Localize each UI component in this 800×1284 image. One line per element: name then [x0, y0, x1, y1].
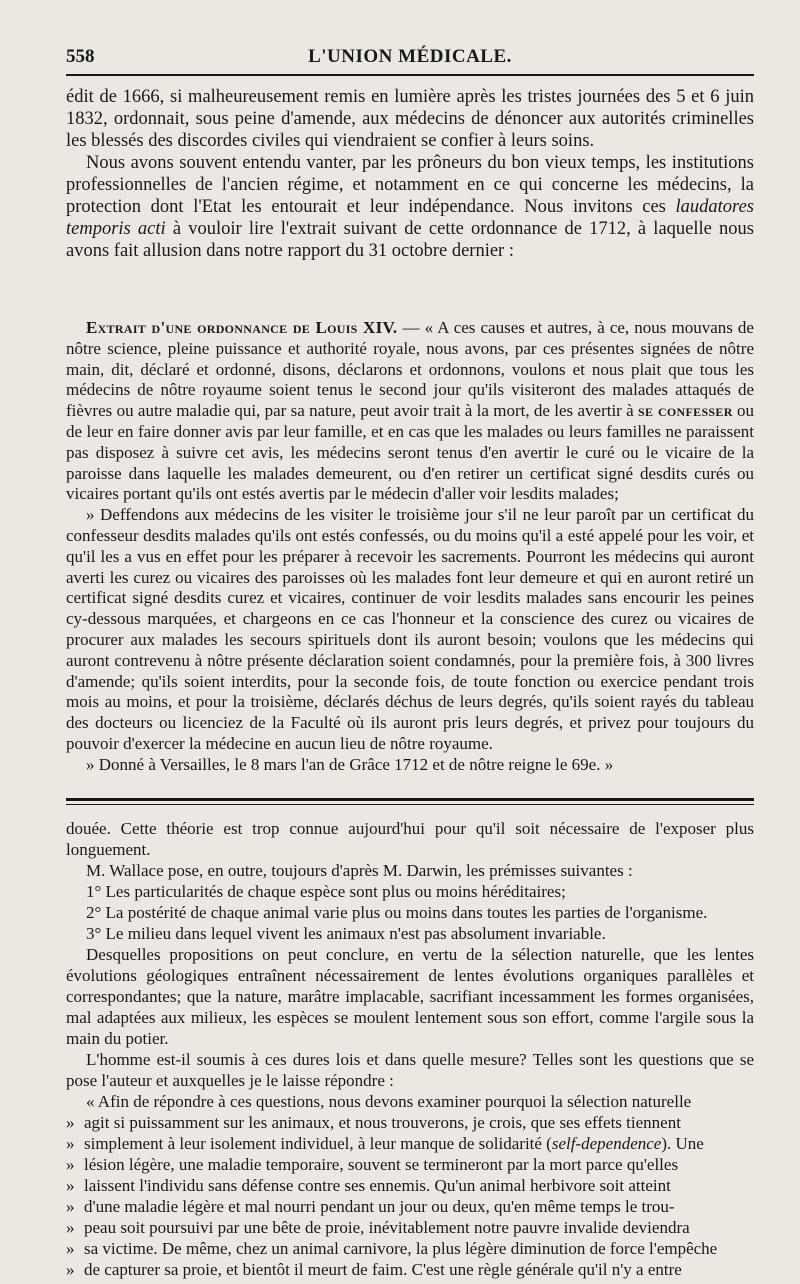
article-paragraph-3: Desquelles propositions on peut conclure, en vertu de la sélection naturelle, que les lentes évolutions géologiques entraînent nécessairement de lentes évolutions organiques parallèles et correspondantes; que la nature, marâtre implacable, sacrifiant incessamment les formes organisées, mal adaptées aux milieux, les espèces se moulent lentement sous son effort, comme l'argile sous la main du potier. [66, 945, 754, 1048]
quote-mark: » [66, 1197, 75, 1216]
premise-item-1: 1° Les particularités de chaque espèce sont plus ou moins héréditaires; [86, 882, 566, 901]
journal-title: L'UNION MÉDICALE. [308, 46, 512, 67]
article-paragraph-4: L'homme est-il soumis à ces dures lois et dans quelle mesure? Telles sont les questions que se pose l'auteur et auxquelles je le laisse répondre : [66, 1050, 754, 1090]
extract-paragraph-2: » Deffendons aux médecins de les visiter le troisième jour s'il ne leur paroît par un certificat du confesseur desdits malades qu'ils ont estés confessés, ou du moins qu'il a esté appelé pour les voir, et qu'il les a vus en effet pour les préparer à recevoir les sacrements. Pourront les médecins qui auront averti les curez ou vicaires des paroisses où les malades font leur demeure et qui en auront retiré un certificat signé desdits curez et vicaires, continuer de voir lesdits malades sans encourir les peines cy-dessous marquées, et chargeons en ce cas l'honneur et la conscience des curez ou vicaires de procurer aux malades les secours spirituels dont ils auront besoin; voulons que les médecins qui auront contrevenu à nôtre présente déclaration soient condamnés, pour la première fois, à 300 livres d'amende; qu'ils soient interdits, pour la seconde fois, de toute fonction ou exercice pendant trois mois au moins, et pour la troisième, déclarés déchus de leurs degrés, qu'ils soient rayés du tableau des docteurs ou licenciez de la Faculté où ils auront pris leurs degrés, et privez pour toujours du pouvoir d'exercer la médecine en aucun lieu de nôtre royaume. [66, 505, 754, 753]
quote-line [66, 1133, 754, 1154]
quote-line-text: laissent l'individu sans défense contre ses ennemis. Qu'un animal herbivore soit atteint [84, 1176, 671, 1195]
quote-mark: » [66, 1134, 75, 1153]
extract-emphasis: se confesser [638, 401, 733, 421]
quoted-passage [66, 1091, 754, 1280]
quote-mark: » [66, 1176, 75, 1195]
ordinance-extract [66, 318, 754, 776]
intro-paragraph-2 [66, 152, 754, 262]
article-section [66, 818, 754, 1280]
quote-mark: » [66, 1260, 75, 1279]
article-paragraph-1: douée. Cette théorie est trop connue aujourd'hui pour qu'il soit nécessaire de l'exposer plus longuement. [66, 819, 754, 859]
quote-line: « Afin de répondre à ces questions, nous devons examiner pourquoi la sélection naturelle [86, 1092, 692, 1111]
intro-text-a: Nous avons souvent entendu vanter, par les prôneurs du bon vieux temps, les institutions professionnelles de l'ancien régime, et notamment en ce qui concerne les médecins, la protection dont l'Etat les entourait et leur indépendance. Nous invitons ces [66, 153, 754, 217]
article-paragraph-2: M. Wallace pose, en outre, toujours d'après M. Darwin, les prémisses suivantes : [86, 861, 633, 880]
quote-mark: » [66, 1113, 75, 1132]
quote-line-text: sa victime. De même, chez un animal carnivore, la plus légère diminution de force l'empêche [84, 1239, 718, 1258]
quote-mark: » [66, 1239, 75, 1258]
quote-line-text: simplement à leur isolement individuel, à leur manque de solidarité ( [84, 1134, 552, 1153]
premise-item-2: 2° La postérité de chaque animal varie plus ou moins dans toutes les parties de l'organisme. [86, 903, 708, 922]
quote-line-text: d'une maladie légère et mal nourri pendant un jour ou deux, qu'en même temps le trou- [84, 1197, 675, 1216]
page-header [66, 44, 754, 68]
section-rule-thin [66, 804, 754, 805]
extract-text-a: — « A ces causes et autres, à ce, nous mouvans de nôtre science, pleine puissance et authorité royale, nous avons, par ces présentes signées de nôtre main, dit, déclaré et ordonné, disons, déclarons et ordonnons, voulons et nous plait que tous les médecins de nôtre royaume soient tenus le second jour qu'ils visiteront des malades attaqués de fièvres ou autre maladie qui, par sa nature, peut avoir trait à la mort, de les avertir à [66, 318, 754, 421]
intro-section [66, 86, 754, 262]
extract-paragraph-3: » Donné à Versailles, le 8 mars l'an de Grâce 1712 et de nôtre reigne le 69e. » [86, 754, 614, 774]
extract-paragraph-1 [66, 318, 754, 505]
premise-item-3: 3° Le milieu dans lequel vivent les animaux n'est pas absolument invariable. [86, 924, 606, 943]
quote-mark: » [66, 1155, 75, 1174]
intro-paragraph-1: édit de 1666, si malheureusement remis en lumière après les tristes journées des 5 et 6 juin 1832, ordonnait, sous peine d'amende, aux médecins de dénoncer aux autorités criminelles les blessés des discordes civiles qui viendraient se confier à leurs soins. [66, 87, 754, 151]
quote-line [66, 1175, 754, 1196]
extract-heading: Extrait d'une ordonnance de Louis XIV. [86, 318, 398, 337]
header-rule [66, 74, 754, 76]
quote-line [66, 1196, 754, 1217]
extract-text-b: ou de leur en faire donner avis par leur famille, et en cas que les malades ou leurs familles ne paraissent pas disposez à suivre cet avis, les médecins seront tenus d'en avertir le curé ou le vicaire de la paroisse dans laquelle les malades demeurent, ou d'en retirer un certificat signé desdits curés ou vicaires portant qu'ils ont estés avertis par le médecin d'aller voir lesdits malades; [66, 401, 754, 504]
quote-line-text: ). Une [661, 1134, 704, 1153]
page-number: 558 [66, 46, 95, 67]
quote-line [66, 1112, 754, 1133]
quote-line [66, 1154, 754, 1175]
quote-line [66, 1238, 754, 1259]
quote-line [66, 1217, 754, 1238]
quote-line [66, 1259, 754, 1280]
section-rule-thick [66, 798, 754, 801]
quote-line-text: de capturer sa proie, et bientôt il meurt de faim. C'est une règle générale qu'il n'y a entre [84, 1260, 682, 1279]
quote-mark: » [66, 1218, 75, 1237]
quote-english-term: self-dependence [551, 1134, 662, 1153]
intro-text-b: à vouloir lire l'extrait suivant de cette ordonnance de 1712, à laquelle nous avons fait allusion dans notre rapport du 31 octobre dernier : [66, 219, 754, 261]
intro-latin-phrase: laudatores temporis acti [66, 197, 754, 239]
quote-line-text: lésion légère, une maladie temporaire, souvent se termineront par la mort parce qu'elles [84, 1155, 679, 1174]
quote-line-text: peau soit poursuivi par une bête de proie, inévitablement notre pauvre invalide deviendra [84, 1218, 690, 1237]
quote-line-text: agit si puissamment sur les animaux, et nous trouverons, je crois, que ses effets tiennent [84, 1113, 681, 1132]
